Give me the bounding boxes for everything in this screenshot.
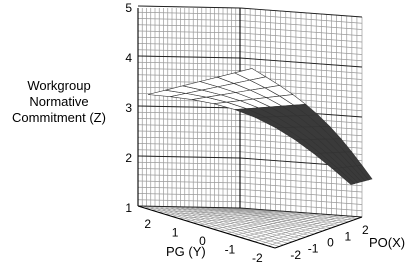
po-tick-label: 2 — [361, 223, 369, 238]
po-tick-label: 0 — [327, 235, 334, 250]
z-axis-title-line-3: Commitment (Z) — [12, 110, 106, 125]
po-tick-label: 1 — [344, 229, 352, 244]
z-axis-title-line-1: Workgroup — [27, 78, 91, 93]
x-axis-title: PO(X) — [369, 235, 406, 250]
po-tick-label: -1 — [307, 241, 319, 256]
pg-tick-label: -2 — [251, 250, 263, 265]
pg-tick-label: 0 — [199, 234, 206, 248]
z-tick-label: 5 — [125, 1, 132, 15]
z-axis-title-line-2: Normative — [29, 94, 89, 109]
pg-tick-label: -1 — [224, 242, 236, 257]
pg-tick-label: 1 — [171, 225, 179, 240]
z-tick-label: 2 — [125, 151, 132, 165]
pg-tick-label: 2 — [144, 217, 152, 232]
z-major-line — [138, 6, 240, 8]
po-tick-label: -2 — [290, 247, 302, 262]
y-axis-title: PG (Y) — [166, 244, 206, 259]
z-tick-label: 3 — [125, 101, 132, 115]
z-tick-label: 1 — [125, 201, 132, 215]
z-tick-label: 4 — [125, 51, 132, 65]
